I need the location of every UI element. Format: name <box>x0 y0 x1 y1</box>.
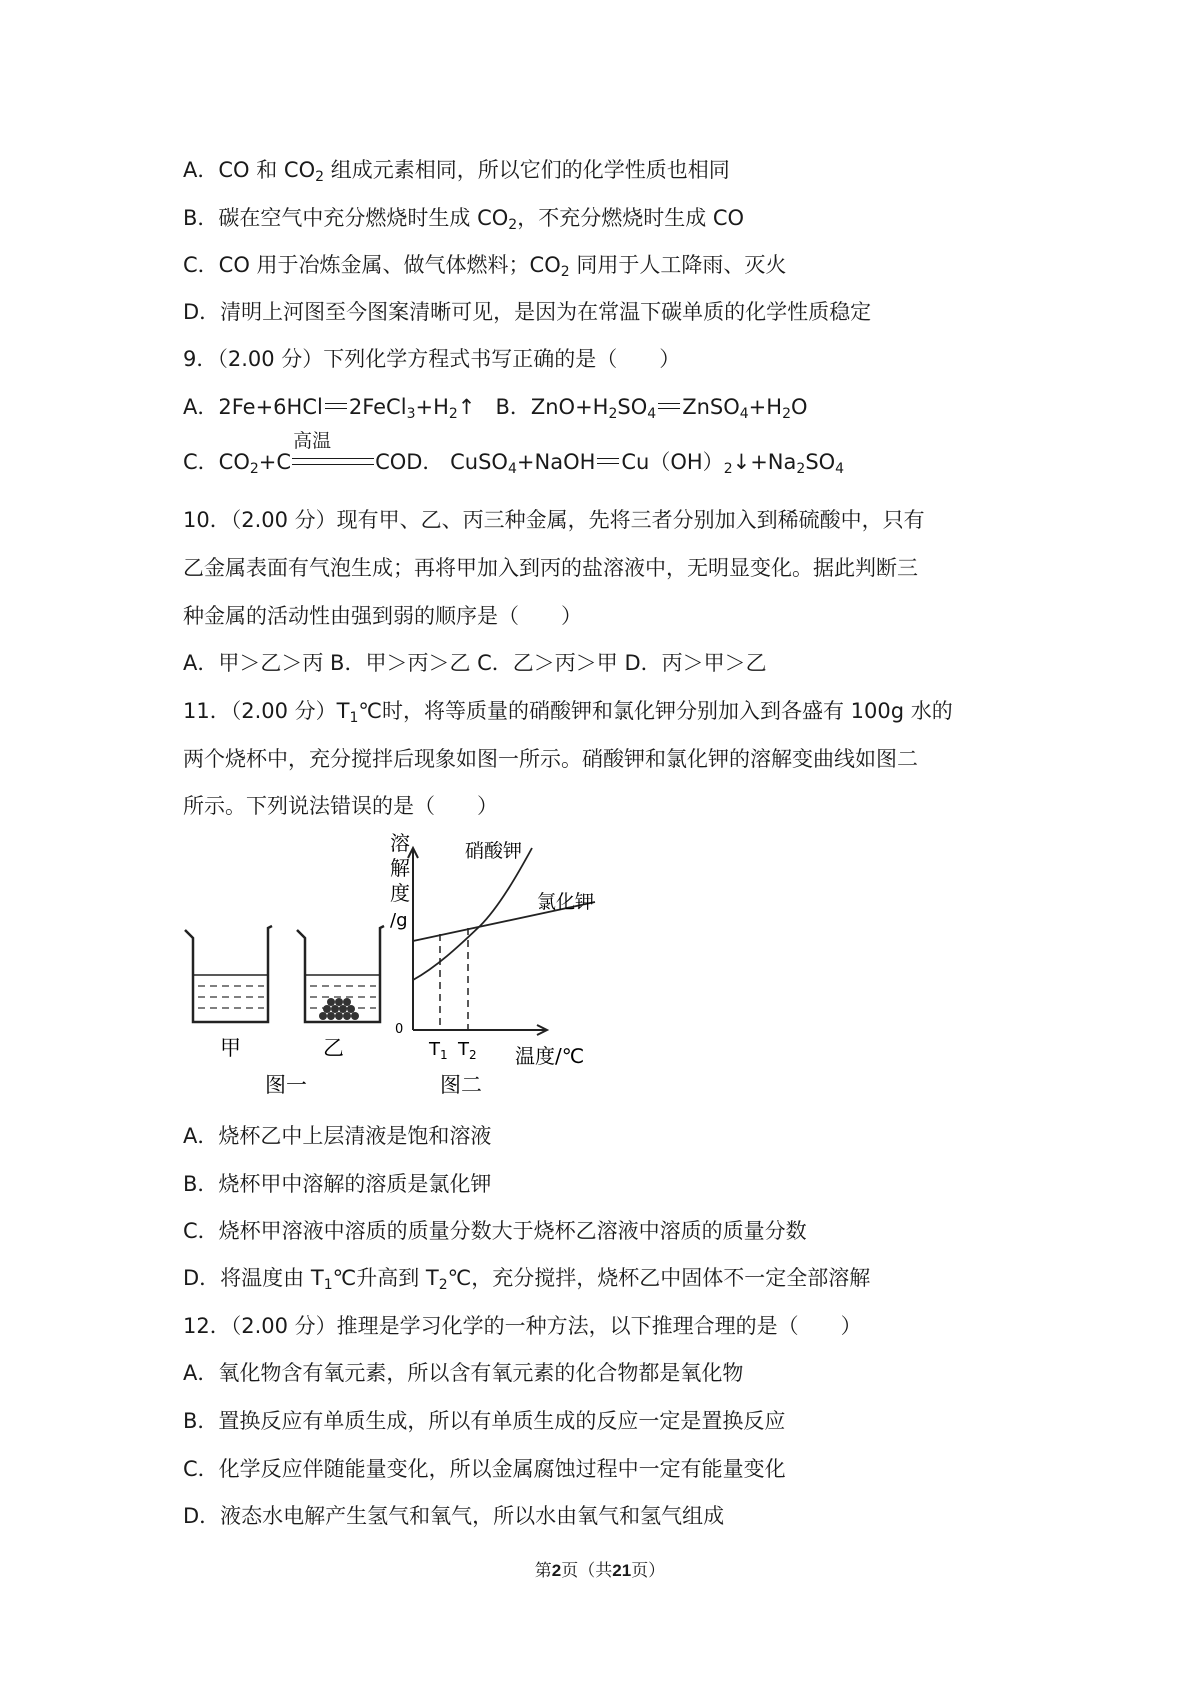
q12-option-a: A．氧化物含有氧元素，所以含有氧元素的化合物都是氧化物 <box>183 1361 744 1385</box>
q12-option-c: C．化学反应伴随能量变化，所以金属腐蚀过程中一定有能量变化 <box>183 1457 786 1481</box>
y-axis-label-char-1: 溶 <box>390 831 410 855</box>
q8-option-a: A．CO 和 $CO_2$ 组成元素相同，所以它们的化学性质也相同 <box>183 158 730 185</box>
q11-option-b: B．烧杯甲中溶解的溶质是氯化钾 <box>183 1172 492 1196</box>
reaction-condition: 高温 <box>291 447 375 477</box>
undissolved-solid <box>319 998 359 1020</box>
q11-figure <box>180 830 660 1100</box>
q11-line-2: 两个烧杯中，充分搅拌后现象如图一所示。硝酸钾和氯化钾的溶解变曲线如图二 <box>183 747 918 771</box>
beaker-yi-label: 乙 <box>323 1036 344 1060</box>
q12-option-b: B．置换反应有单质生成，所以有单质生成的反应一定是置换反应 <box>183 1409 786 1433</box>
kno3-label: 硝酸钾 <box>465 840 523 862</box>
beaker-jia-label: 甲 <box>220 1036 241 1060</box>
page-footer: 第2页（共21页） <box>534 1561 666 1581</box>
q9-options-cd: C．$CO_2+C$ 高温 COD． CuSO$_4$+NaOH $Cu(OH)_2↓+Na_2SO_4$ <box>183 430 845 477</box>
t1-tick: $T_1$ <box>429 1039 448 1062</box>
q8-option-d: D．清明上河图至今图案清晰可见，是因为在常温下碳单质的化学性质稳定 <box>183 300 872 324</box>
q9-options-ab: A．2Fe+6HCl $2FeCl_3+H_2↑$ B．$ZnO+H_2SO_4$ $ZnSO_4+H_2O$ <box>183 395 808 422</box>
equals-sign <box>325 403 347 409</box>
beaker-jia <box>185 926 272 1022</box>
t2-tick: $T_2$ <box>458 1039 477 1062</box>
figure-1-caption: 图一 <box>265 1073 307 1097</box>
equals-sign <box>597 458 619 464</box>
figure-2-caption: 图二 <box>440 1073 482 1097</box>
q10-line-2: 乙金属表面有气泡生成；再将甲加入到丙的盐溶液中，无明显变化。据此判断三 <box>183 556 918 580</box>
q10-options: A．甲＞乙＞丙 B．甲＞丙＞乙 C．乙＞丙＞甲 D．丙＞甲＞乙 <box>183 651 767 675</box>
q10-line-1: 10．（2.00 分）现有甲、乙、丙三种金属，先将三者分别加入到稀硫酸中，只有 <box>183 508 925 532</box>
q11-option-a: A．烧杯乙中上层清液是饱和溶液 <box>183 1124 492 1148</box>
q11-option-d: D．将温度由 $T_1℃$升高到 $T_2℃$，充分搅拌，烧杯乙中固体不一定全部溶解 <box>183 1266 871 1293</box>
beaker-yi <box>297 926 384 1022</box>
q8-option-c: C．CO 用于冶炼金属、做气体燃料；$CO_2$ 同用于人工降雨、灭火 <box>183 253 787 280</box>
origin-label: 0 <box>395 1022 404 1037</box>
kno3-curve <box>413 848 532 980</box>
q9-stem: 9．（2.00 分）下列化学方程式书写正确的是（ ） <box>183 347 681 371</box>
q11-line-1: 11．（2.00 分）$T_1℃$时，将等质量的硝酸钾和氯化钾分别加入到各盛有 100g 水的 <box>183 699 953 726</box>
equals-sign <box>658 403 680 409</box>
q10-line-3: 种金属的活动性由强到弱的顺序是（ ） <box>183 604 582 628</box>
y-axis-label-char-2: 解 <box>390 856 410 880</box>
kcl-label: 氯化钾 <box>537 891 595 913</box>
q11-option-c: C．烧杯甲溶液中溶质的质量分数大于烧杯乙溶液中溶质的质量分数 <box>183 1219 807 1243</box>
x-axis-label: 温度/℃ <box>515 1044 585 1068</box>
q12-stem: 12．（2.00 分）推理是学习化学的一种方法，以下推理合理的是（ ） <box>183 1314 862 1338</box>
q11-line-3: 所示。下列说法错误的是（ ） <box>183 794 498 818</box>
solubility-graph <box>390 831 595 1068</box>
q12-option-d: D．液态水电解产生氢气和氧气，所以水由氧气和氢气组成 <box>183 1504 725 1528</box>
q8-option-b: B．碳在空气中充分燃烧时生成 $CO_2$，不充分燃烧时生成 CO <box>183 206 745 233</box>
y-axis-label-char-3: 度 <box>390 881 410 905</box>
y-axis-label-char-4: /g <box>390 910 408 931</box>
